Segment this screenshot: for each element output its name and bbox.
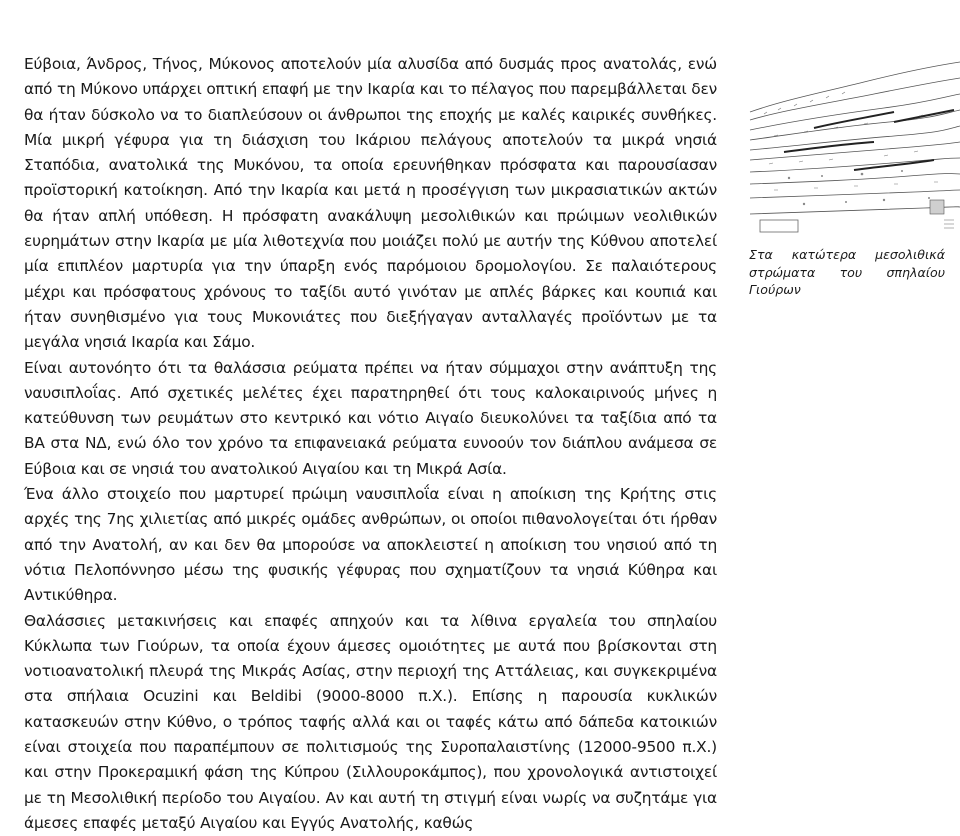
- paragraph-1: Εύβοια, Άνδρος, Τήνος, Μύκονος αποτελούν μία αλυσίδα από δυσμάς προς ανατολάς, ενώ από τη Μύκονο υπάρχει οπτική επαφή με την Ικαρία και το πέλαγος που παρεμβάλλεται δεν θα ήταν δύσκολο να το διαπλεύσουν οι άνθρωποι της εποχής με καλές καιρικές συνθήκες. Μία μικρή γέφυρα για τη διάσχιση του Ικάριου πελάγους αποτελούν τα μικρά νησιά Σταπόδια, ανατολικά της Μυκόνου, τα οποία ερευνήθηκαν πρόσφατα και παρουσίασαν προϊστορική κατοίκηση. Από την Ικαρία και μετά η προσέγγιση των μικρασιατικών ακτών θα ήταν απλή υπόθεση. Η πρόσφατη ανακάλυψη μεσολιθικών και πρώιμων νεολιθικών ευρημάτων στην Ικαρία με μία λιθοτεχνία που μοιάζει πολύ με αυτήν της Κύθνου αποτελεί μία επιπλέον μαρτυρία για την ύπαρξη ενός παρόμοιου δρομολογίου. Σε παλαιότερους μέχρι και πρόσφατους χρόνους το ταξίδι αυτό γινόταν με απλές βάρκες και κουπιά και ήταν συνηθισμένο για τους Μυκονιάτες που διεξήγαγαν ανταλλαγές προϊόντων με τα μεγάλα νησιά Ικαρία και Σάμο.: [24, 55, 717, 352]
- main-text-column: [24, 52, 717, 836]
- paragraph-2: Είναι αυτονόητο ότι τα θαλάσσια ρεύματα πρέπει να ήταν σύμμαχοι στην ανάπτυξη της ναυσιπλοΐας. Από σχετικές μελέτες έχει παρατηρηθεί ότι τους καλοκαιρινούς μήνες η κατεύθυνση των ρευμάτων στο κεντρικό και νότιο Αιγαίο διευκολύνει τα ταξίδια από τα ΒΑ στα ΝΔ, ενώ όλο τον χρόνο τα επιφανειακά ρεύματα ευνοούν τον διάπλου ανάμεσα σε Εύβοια και σε νησιά του ανατολικού Αιγαίου και τη Μικρά Ασία.: [24, 358, 717, 478]
- paragraph-4: Θαλάσσιες μετακινήσεις και επαφές απηχούν και τα λίθινα εργαλεία του σπηλαίου Κύκλωπα των Γιούρων, τα οποία έχουν άμεσες ομοιότητες με αυτά που βρίσκονται στη νοτιοανατολική πλευρά της Μικράς Ασίας, στην περιοχή της Αττάλειας, και συγκεκριμένα στα σπήλαια Ocuzini και Beldibi (9000-8000 π.Χ.). Επίσης η παρουσία κυκλικών κατασκευών στην Κύθνο, ο τρόπος ταφής αλλά και οι ταφές κάτω από δάπεδα κατοικιών είναι στοιχεία που παραπέμπουν σε πολιτισμούς της Συροπαλαιστίνης (12000-9500 π.Χ.) και στην Προκεραμική φάση της Κύπρου (Σιλλουροκάμπος), που χρονολογικά αντιστοιχεί με τη Μεσολιθική περίοδο του Αιγαίου. Αν και αυτή τη στιγμή είναι νωρίς να συζητάμε για άμεσες επαφές μεταξύ Αιγαίου και Εγγύς Ανατολής, καθώς: [24, 611, 717, 832]
- stratigraphy-section-image: [744, 52, 960, 242]
- paragraph-3: Ένα άλλο στοιχείο που μαρτυρεί πρώιμη ναυσιπλοΐα είναι η αποίκιση της Κρήτης στις αρχές της 7ης χιλιετίας από μικρές ομάδες ανθρώπων, οι οποίοι πιθανολογείται ότι ήρθαν από την Ανατολή, αν και δεν θα μπορούσε να αποκλειστεί η αποίκιση του νησιού από τη νότια Πελοπόννησο μέσω της φυσικής γέφυρας που σχηματίζουν τα νησιά Κύθηρα και Αντικύθηρα.: [24, 485, 717, 605]
- caption-text: Στα κατώτερα μεσολιθικά στρώματα του σπηλαίου Γιούρων: [749, 247, 945, 297]
- figure-caption: [749, 246, 945, 299]
- stratigraphy-drawing: [744, 52, 960, 242]
